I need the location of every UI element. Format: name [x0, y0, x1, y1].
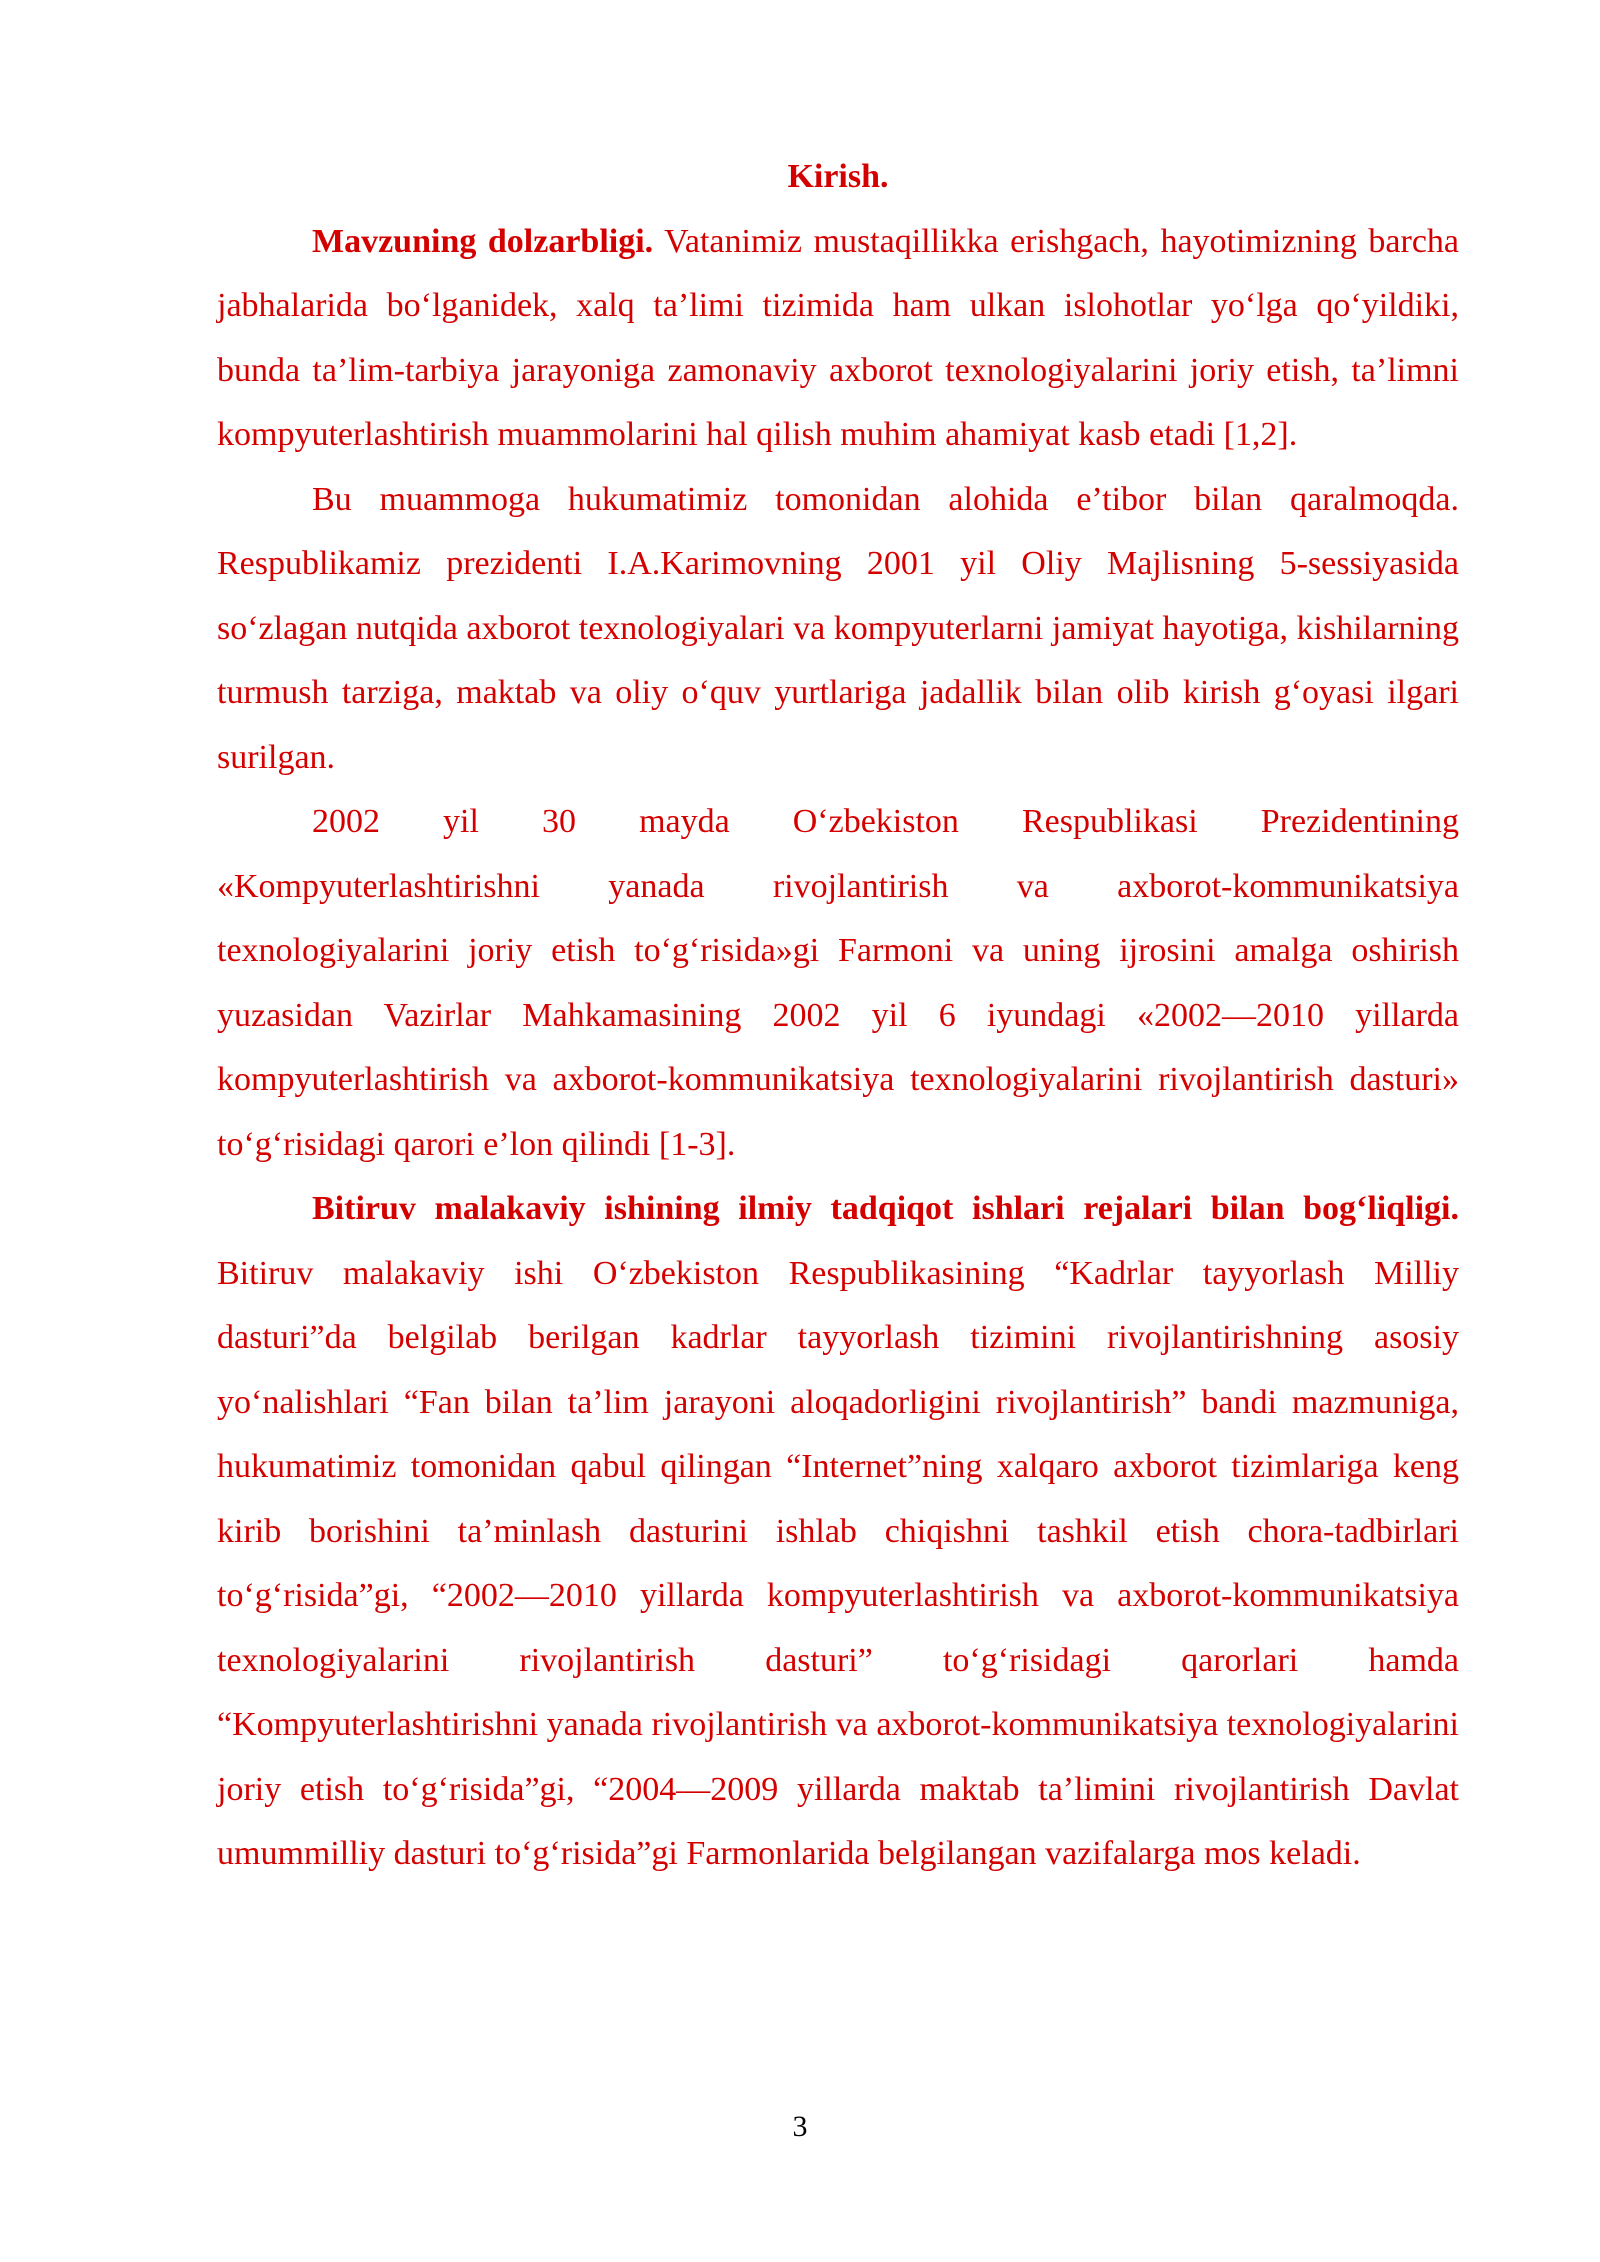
page-number: 3: [792, 2110, 808, 2143]
paragraph-decree-2002: [217, 790, 1459, 1177]
paragraph-text-relevance: Vatanimiz mustaqillikka erishgach, hayotimizning barcha jabhalarida bo‘lganidek, xalq ta’limi tizimida ham ulkan islohotlar yo‘lga qo‘yildiki, bunda ta’lim-tarbiya jarayoniga zamonaviy axborot texnologiyalarini joriy etish, ta’limni kompyuterlashtirish muammolarini hal qilish muhim ahamiyat kasb etadi [1,2].: [217, 222, 1459, 453]
paragraph-lead-research-connection: Bitiruv malakaviy ishining ilmiy tadqiqot ishlari rejalari bilan bog‘liqligi.: [312, 1190, 1459, 1227]
paragraph-relevance: [217, 210, 1459, 468]
paragraph-text-research-connection: Bitiruv malakaviy ishi O‘zbekiston Respublikasining “Kadrlar tayyorlash Milliy dasturi”da belgilab berilgan kadrlar tayyorlash tizimini rivojlantirishning asosiy yo‘nalishlari “Fan bilan ta’lim jarayoni aloqadorligini rivojlantirish” bandi mazmuniga, hukumatimiz tomonidan qabul qilingan “Internet”ning xalqaro axborot tizimlariga keng kirib borishini ta’minlash dasturini ishlab chiqishni tashkil etish chora-tadbirlari to‘g‘risida”gi, “2002—2010 yillarda kompyuterlashtirish va axborot-kommunikatsiya texnologiyalarini rivojlantirish dasturi” to‘g‘risidagi qarorlari hamda “Kompyuterlashtirishni yanada rivojlantirish va axborot-kommunikatsiya texnologiyalarini joriy etish to‘g‘risida”gi, “2004—2009 yillarda maktab ta’limini rivojlantirish Davlat umummilliy dasturi to‘g‘risida”gi Farmonlarida belgilangan vazifalarga mos keladi.: [217, 1254, 1459, 1872]
paragraph-lead-relevance: Mavzuning dolzarbligi.: [312, 222, 654, 260]
paragraph-text-government-attention: Bu muammoga hukumatimiz tomonidan alohida e’tibor bilan qaralmoqda. Respublikamiz prezidenti I.A.Karimovning 2001 yil Oliy Majlisning 5-sessiyasida so‘zlagan nutqida axborot texnologiyalari va kompyuterlarni jamiyat hayotiga, kishilarning turmush tarziga, maktab va oliy o‘quv yurtlariga jadallik bilan olib kirish g‘oyasi ilgari surilgan.: [217, 480, 1459, 776]
paragraph-text-decree-2002: 2002 yil 30 mayda O‘zbekiston Respublikasi Prezidentining «Kompyuterlashtirishni yanada rivojlantirish va axborot-kommunikatsiya texnologiyalarini joriy etish to‘g‘risida»gi Farmoni va uning ijrosini amalga oshirish yuzasidan Vazirlar Mahkamasining 2002 yil 6 iyundagi «2002—2010 yillarda kompyuterlashtirish va axborot-kommunikatsiya texnologiyalarini rivojlantirish dasturi» to‘g‘risidagi qarori e’lon qilindi [1-3].: [217, 803, 1459, 1163]
section-heading: Kirish.: [787, 158, 889, 195]
paragraph-government-attention: [217, 468, 1459, 791]
paragraph-research-connection: [217, 1177, 1459, 1887]
page-content: [217, 145, 1459, 1887]
